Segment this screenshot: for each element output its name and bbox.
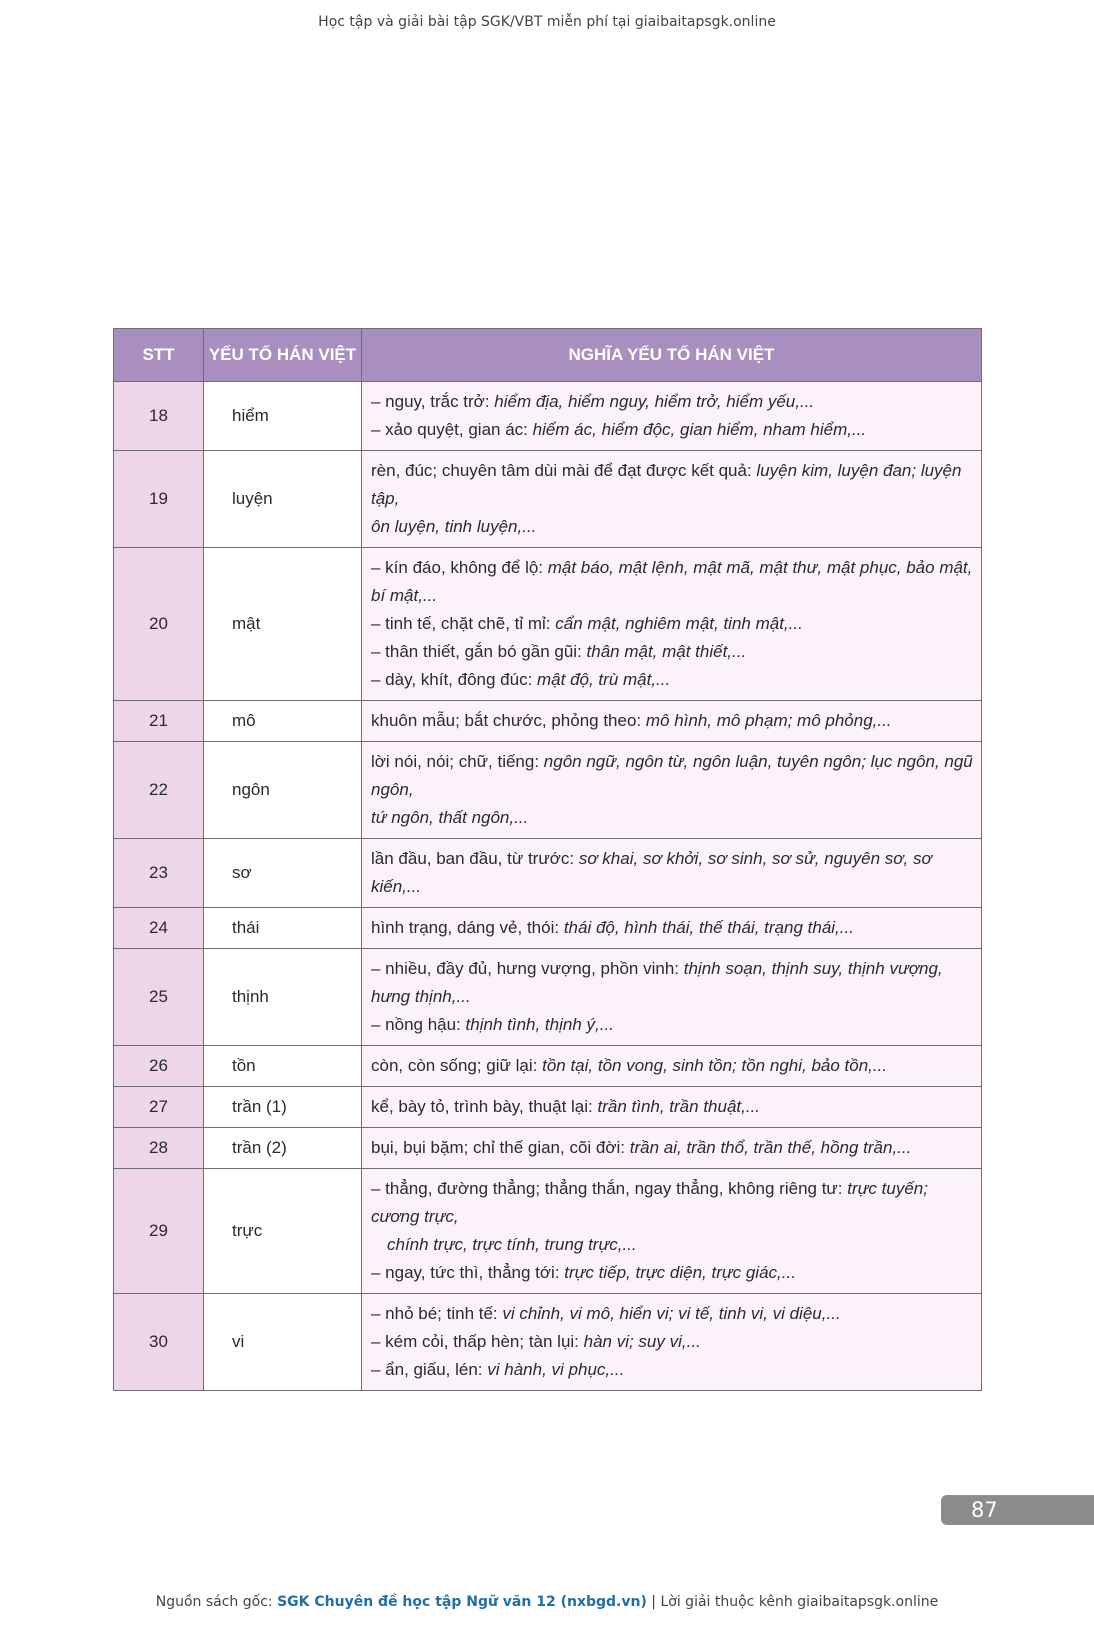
meaning-line (371, 804, 973, 832)
page-footer (0, 1594, 1094, 1610)
han-viet-table (113, 328, 982, 1391)
meaning-line (371, 554, 973, 610)
meaning-examples: chính trực, trực tính, trung trực,... (387, 1235, 637, 1254)
meaning-line (371, 1011, 973, 1039)
meaning-text: – nhiều, đầy đủ, hưng vượng, phồn vinh: (371, 959, 684, 978)
meaning-examples: mật báo, mật lệnh, mật mã, mật thư, mật phục, bảo mật, bí mật,... (371, 558, 973, 605)
meaning-line (371, 1300, 973, 1328)
cell-nghia (362, 548, 982, 701)
cell-yeu-to: trần (2) (204, 1128, 362, 1169)
cell-yeu-to: mật (204, 548, 362, 701)
cell-yeu-to: tồn (204, 1046, 362, 1087)
meaning-line (371, 416, 973, 444)
meaning-text: còn, còn sống; giữ lại: (371, 1056, 543, 1075)
cell-nghia (362, 949, 982, 1046)
cell-yeu-to: thái (204, 908, 362, 949)
meaning-examples: ngôn ngữ, ngôn từ, ngôn luận, tuyên ngôn; lục ngôn, ngũ ngôn, (371, 752, 973, 799)
meaning-examples: hiểm ác, hiểm độc, gian hiểm, nham hiểm,... (532, 420, 867, 439)
meaning-text: khuôn mẫu; bắt chước, phỏng theo: (371, 711, 646, 730)
cell-nghia (362, 1046, 982, 1087)
meaning-line (371, 513, 973, 541)
meaning-line (371, 1231, 973, 1259)
meaning-examples: mô hình, mô phạm; mô phỏng,... (645, 711, 892, 730)
page-number: 87 (941, 1495, 1094, 1525)
meaning-line (371, 666, 973, 694)
meaning-text: kể, bày tỏ, trình bày, thuật lại: (371, 1097, 598, 1116)
meaning-text: – tinh tế, chặt chẽ, tỉ mỉ: (371, 614, 556, 633)
cell-stt: 26 (114, 1046, 204, 1087)
meaning-text: bụi, bụi bặm; chỉ thế gian, cõi đời: (371, 1138, 630, 1157)
table-row (114, 382, 982, 451)
cell-yeu-to: thịnh (204, 949, 362, 1046)
cell-stt: 27 (114, 1087, 204, 1128)
column-header-yeu-to: YẾU TỐ HÁN VIỆT (204, 329, 362, 382)
cell-nghia (362, 382, 982, 451)
meaning-line (371, 1134, 973, 1162)
meaning-line (371, 845, 973, 901)
meaning-examples: hàn vi; suy vi,... (583, 1332, 701, 1351)
cell-nghia (362, 451, 982, 548)
cell-nghia (362, 908, 982, 949)
meaning-line (371, 955, 973, 1011)
meaning-text: – thẳng, đường thẳng; thẳng thắn, ngay thẳng, không riêng tư: (371, 1179, 848, 1198)
meaning-text: – kém cỏi, thấp hèn; tàn lụi: (371, 1332, 584, 1351)
cell-stt: 20 (114, 548, 204, 701)
table-row (114, 1046, 982, 1087)
meaning-text: lần đầu, ban đầu, từ trước: (371, 849, 579, 868)
meaning-text: – nhỏ bé; tinh tế: (371, 1304, 503, 1323)
cell-nghia (362, 1128, 982, 1169)
meaning-line (371, 914, 973, 942)
cell-stt: 25 (114, 949, 204, 1046)
meaning-text: – ẩn, giấu, lén: (371, 1360, 488, 1379)
cell-yeu-to: mô (204, 701, 362, 742)
cell-stt: 21 (114, 701, 204, 742)
meaning-text: – ngay, tức thì, thẳng tới: (371, 1263, 565, 1282)
meaning-line (371, 457, 973, 513)
cell-yeu-to: luyện (204, 451, 362, 548)
meaning-examples: vi hành, vi phục,... (487, 1360, 625, 1379)
meaning-line (371, 638, 973, 666)
table-row (114, 949, 982, 1046)
meaning-examples: thân mật, mật thiết,... (586, 642, 747, 661)
meaning-text: rèn, đúc; chuyên tâm dùi mài để đạt được kết quả: (371, 461, 757, 480)
table-row (114, 839, 982, 908)
meaning-examples: tồn tại, tồn vong, sinh tồn; tồn nghi, bảo tồn,... (542, 1056, 888, 1075)
meaning-examples: cẩn mật, nghiêm mật, tinh mật,... (555, 614, 803, 633)
footer-prefix: Nguồn sách gốc: (155, 1594, 278, 1610)
meaning-examples: hiểm địa, hiểm nguy, hiểm trở, hiểm yếu,... (494, 392, 815, 411)
cell-yeu-to: vi (204, 1294, 362, 1391)
cell-stt: 19 (114, 451, 204, 548)
cell-yeu-to: trực (204, 1169, 362, 1294)
meaning-examples: tứ ngôn, thất ngôn,... (371, 808, 529, 827)
cell-stt: 22 (114, 742, 204, 839)
page-header: Học tập và giải bài tập SGK/VBT miễn phí tại giaibaitapsgk.online (318, 14, 776, 30)
footer-suffix: | Lời giải thuộc kênh giaibaitapsgk.online (646, 1594, 939, 1610)
cell-nghia (362, 742, 982, 839)
meaning-examples: trực tuyến; cương trực, (371, 1179, 928, 1226)
cell-yeu-to: hiểm (204, 382, 362, 451)
meaning-examples: ôn luyện, tinh luyện,... (371, 517, 537, 536)
cell-stt: 24 (114, 908, 204, 949)
cell-nghia (362, 701, 982, 742)
meaning-text: – thân thiết, gắn bó gần gũi: (371, 642, 587, 661)
meaning-examples: sơ khai, sơ khởi, sơ sinh, sơ sử, nguyên sơ, sơ kiến,... (371, 849, 932, 896)
meaning-examples: trực tiếp, trực diện, trực giác,... (564, 1263, 796, 1282)
table-row (114, 908, 982, 949)
column-header-stt: STT (114, 329, 204, 382)
cell-stt: 18 (114, 382, 204, 451)
meaning-text: – nguy, trắc trở: (371, 392, 495, 411)
table-row (114, 701, 982, 742)
cell-yeu-to: sơ (204, 839, 362, 908)
meaning-examples: trần ai, trần thổ, trần thế, hồng trần,... (629, 1138, 912, 1157)
meaning-line (371, 1328, 973, 1356)
table-row (114, 1087, 982, 1128)
meaning-line (371, 1259, 973, 1287)
cell-nghia (362, 839, 982, 908)
table-row (114, 451, 982, 548)
meaning-line (371, 707, 973, 735)
cell-stt: 28 (114, 1128, 204, 1169)
meaning-line (371, 1052, 973, 1080)
meaning-line (371, 610, 973, 638)
meaning-text: hình trạng, dáng vẻ, thói: (371, 918, 564, 937)
meaning-text: – kín đáo, không để lộ: (371, 558, 548, 577)
cell-yeu-to: ngôn (204, 742, 362, 839)
meaning-text: – nồng hậu: (371, 1015, 466, 1034)
meaning-examples: thịnh tình, thịnh ý,... (465, 1015, 614, 1034)
meaning-examples: luyện kim, luyện đan; luyện tập, (371, 461, 962, 508)
table-row (114, 548, 982, 701)
meaning-line (371, 1356, 973, 1384)
table-header-row (114, 329, 982, 382)
meaning-examples: trần tình, trần thuật,... (597, 1097, 761, 1116)
table-row (114, 742, 982, 839)
cell-yeu-to: trần (1) (204, 1087, 362, 1128)
table-row (114, 1294, 982, 1391)
footer-source-link[interactable]: SGK Chuyên đề học tập Ngữ văn 12 (nxbgd.vn) (277, 1594, 647, 1610)
cell-stt: 29 (114, 1169, 204, 1294)
meaning-examples: thịnh soạn, thịnh suy, thịnh vượng, hưng thịnh,... (371, 959, 943, 1006)
meaning-line (371, 1093, 973, 1121)
meaning-examples: vi chỉnh, vi mô, hiển vi; vi tế, tinh vi, vi diệu,... (502, 1304, 841, 1323)
han-viet-table-container (113, 328, 981, 1391)
cell-nghia (362, 1169, 982, 1294)
meaning-text: – dày, khít, đông đúc: (371, 670, 538, 689)
cell-stt: 23 (114, 839, 204, 908)
meaning-line (371, 388, 973, 416)
meaning-line (371, 748, 973, 804)
meaning-line (371, 1175, 973, 1231)
column-header-nghia: NGHĨA YẾU TỐ HÁN VIỆT (362, 329, 982, 382)
cell-nghia (362, 1294, 982, 1391)
table-row (114, 1169, 982, 1294)
meaning-examples: mật độ, trù mật,... (537, 670, 671, 689)
table-row (114, 1128, 982, 1169)
cell-stt: 30 (114, 1294, 204, 1391)
table-body (114, 382, 982, 1391)
meaning-text: – xảo quyệt, gian ác: (371, 420, 533, 439)
meaning-examples: thái độ, hình thái, thế thái, trạng thái,... (563, 918, 854, 937)
cell-nghia (362, 1087, 982, 1128)
meaning-text: lời nói, nói; chữ, tiếng: (371, 752, 544, 771)
